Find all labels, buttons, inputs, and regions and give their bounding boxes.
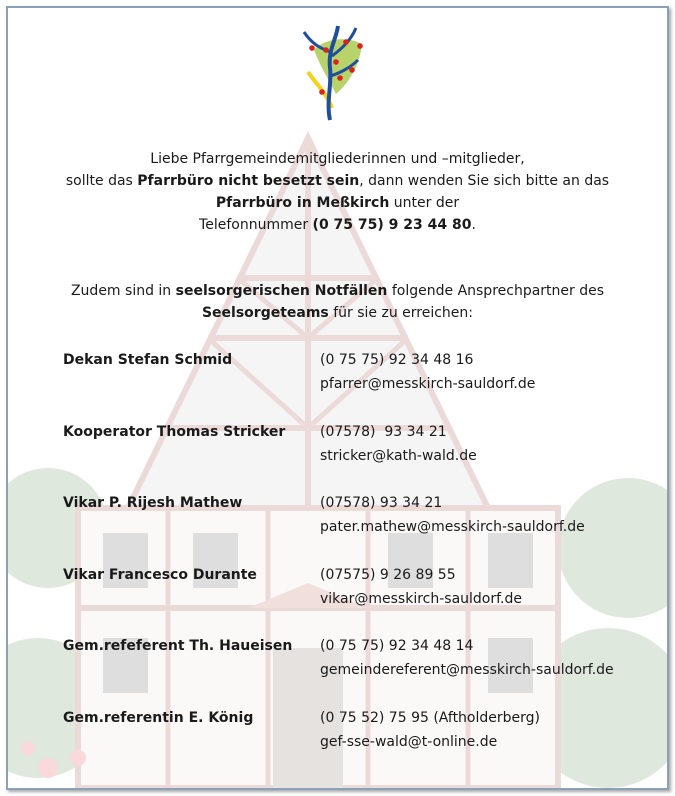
contact-email[interactable]: gef-sse-wald@t-online.de xyxy=(320,734,498,750)
team-emphasis: Seelsorgeteams xyxy=(201,305,329,321)
contact-email[interactable]: stricker@kath-wald.de xyxy=(320,448,477,464)
contact-email[interactable]: gemeindereferent@messkirch-sauldorf.de xyxy=(320,662,614,678)
intro-paragraph xyxy=(8,148,667,236)
contact-phone: (07578) 93 34 21 xyxy=(320,495,443,511)
intro-line-4: Telefonnummer (0 75 75) 9 23 44 80. xyxy=(199,217,476,233)
contact-name: Dekan Stefan Schmid xyxy=(63,352,233,368)
office-closed-emphasis: Pfarrbüro nicht besetzt sein xyxy=(137,173,360,189)
contact-name: Gem.referentin E. König xyxy=(63,710,254,726)
team-intro-line-2: Seelsorgeteams für sie zu erreichen: xyxy=(201,305,474,321)
contact-phone: (07578) 93 34 21 xyxy=(320,424,447,440)
office-phone-number: (0 75 75) 9 23 44 80 xyxy=(312,217,472,233)
contact-phone: (07575) 9 26 89 55 xyxy=(320,567,456,583)
intro-line-3: Pfarrbüro in Meßkirch unter der xyxy=(215,195,460,211)
contact-phone: (0 75 52) 75 95 (Aftholderberg) xyxy=(320,710,540,726)
contact-email[interactable]: pater.mathew@messkirch-sauldorf.de xyxy=(320,519,585,535)
contact-name: Kooperator Thomas Stricker xyxy=(63,424,286,440)
emergency-emphasis: seelsorgerischen Notfällen xyxy=(175,283,388,299)
contact-name: Gem.refeferent Th. Haueisen xyxy=(63,638,293,654)
parish-map-logo-icon xyxy=(300,22,370,122)
office-location-emphasis: Pfarrbüro in Meßkirch xyxy=(215,195,390,211)
team-intro-paragraph xyxy=(8,280,667,324)
contact-phone: (0 75 75) 92 34 48 14 xyxy=(320,638,474,654)
intro-line-2: sollte das Pfarrbüro nicht besetzt sein, dann wenden Sie sich bitte an das xyxy=(65,173,610,189)
intro-line-1: Liebe Pfarrgemeindemitgliederinnen und –mitglieder, xyxy=(150,151,525,167)
team-intro-line-1: Zudem sind in seelsorgerischen Notfällen folgende Ansprechpartner des xyxy=(70,283,605,299)
contact-email[interactable]: vikar@messkirch-sauldorf.de xyxy=(320,591,522,607)
contact-name: Vikar Francesco Durante xyxy=(63,567,257,583)
contact-email[interactable]: pfarrer@messkirch-sauldorf.de xyxy=(320,376,536,392)
contact-name: Vikar P. Rijesh Mathew xyxy=(63,495,243,511)
page-frame xyxy=(6,6,669,790)
contact-phone: (0 75 75) 92 34 48 16 xyxy=(320,352,474,368)
